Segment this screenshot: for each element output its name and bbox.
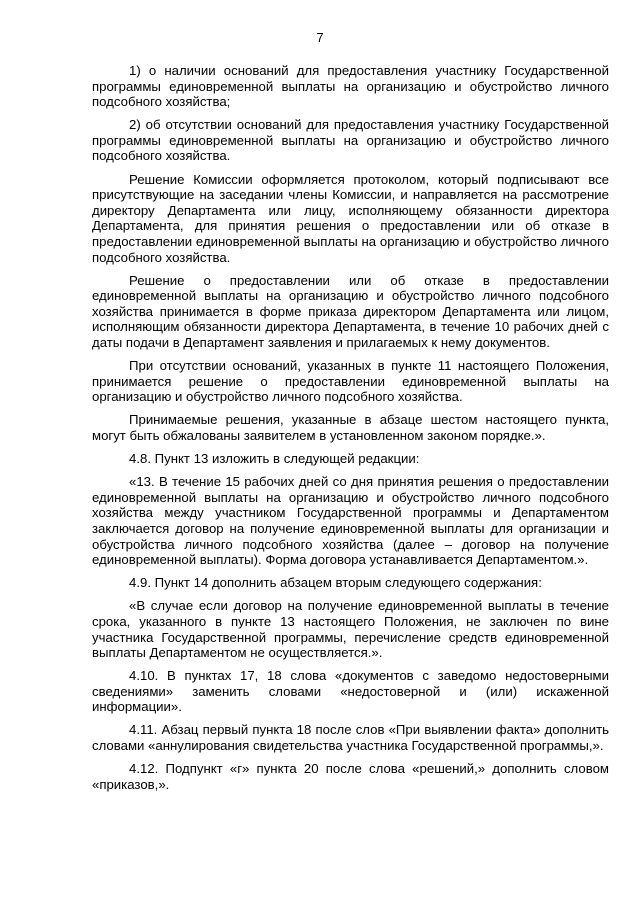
paragraph-11: 4.10. В пунктах 17, 18 слова «документов с заведомо недостоверными сведениями» заменить словами «недостоверной и (или) искаженной информации». [92,668,609,715]
paragraph-4: Решение о предоставлении или об отказе в предоставлении единовременной выплаты на организацию и обустройство личного подсобного хозяйства принимается в форме приказа директором Департамента или лицом, исполняющим обязанности директора Департамента, в течение 10 рабочих дней с даты подачи в Департамент заявления и прилагаемых к нему документов. [92,272,609,350]
paragraph-6: Принимаемые решения, указанные в абзаце шестом настоящего пункта, могут быть обжалованы заявителем в установленном законом порядке.». [92,412,609,443]
paragraph-7: 4.8. Пункт 13 изложить в следующей редакции: [129,451,420,467]
paragraph-10: «В случае если договор на получение единовременной выплаты в течение срока, указанного в пункте 13 настоящего Положения, не заключен по вине участника Государственной программы, перечисление средств единовременной выплаты Департаментом не осуществляется.». [92,598,609,661]
document-body [92,63,609,800]
paragraph-1: 1) о наличии оснований для предоставления участнику Государственной программы единовременной выплаты на организацию и обустройство личного подсобного хозяйства; [92,63,609,110]
paragraph-2: 2) об отсутствии оснований для предоставления участнику Государственной программы единовременной выплаты на организацию и обустройство личного подсобного хозяйства. [92,117,609,164]
page-number: 7 [316,30,324,45]
paragraph-5: При отсутствии оснований, указанных в пункте 11 настоящего Положения, принимается решение о предоставлении единовременной выплаты на организацию и обустройство личного подсобного хозяйства. [92,358,609,405]
paragraph-3: Решение Комиссии оформляется протоколом, который подписывают все присутствующие на заседании члены Комиссии, и направляется на рассмотрение директору Департамента или лицу, исполняющему обязанности директора Департамента, для принятия решения о предоставлении или об отказе в предоставлении единовременной выплаты на организацию и обустройство личного подсобного хозяйства. [92,171,609,265]
paragraph-13: 4.12. Подпункт «г» пункта 20 после слова «решений,» дополнить словом «приказов,». [92,761,609,792]
paragraph-9: 4.9. Пункт 14 дополнить абзацем вторым следующего содержания: [129,575,542,591]
paragraph-12: 4.11. Абзац первый пункта 18 после слов «При выявлении факта» дополнить словами «аннулирования свидетельства участника Государственной программы,». [92,722,609,754]
paragraph-8: «13. В течение 15 рабочих дней со дня принятия решения о предоставлении единовременной выплаты на организацию и обустройство личного подсобного хозяйства между участником Государственной программы и Департаментом заключается договор на получение единовременной выплаты для организации и обустройства личного подсобного хозяйства (далее – договор на получение единовременной выплаты). Форма договора устанавливается Департаментом.». [92,474,609,568]
